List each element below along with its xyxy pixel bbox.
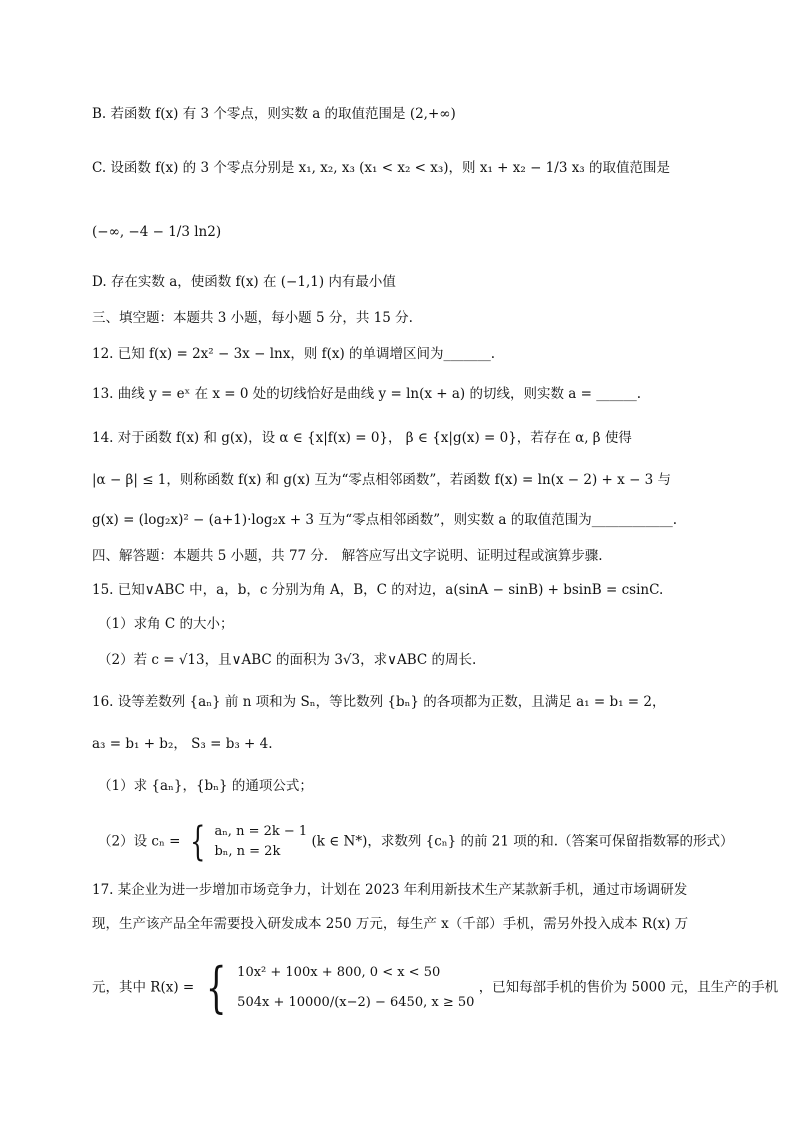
question-17-line3 <box>92 958 778 1018</box>
option-c-line2: (−∞, −4 − 1/3 ln2) <box>92 224 222 240</box>
option-b: B. 若函数 f(x) 有 3 个零点，则实数 a 的取值范围是 (2,+∞) <box>92 106 456 122</box>
question-14-line3: g(x) = (log₂x)² − (a+1)·log₂x + 3 互为“零点相邻函数”，则实数 a 的取值范围为____________. <box>92 512 678 528</box>
left-brace: { <box>205 956 227 1019</box>
question-17-line1: 17. 某企业为进一步增加市场竞争力，计划在 2023 年利用新技术生产某款新手机，通过市场调研发 <box>92 882 688 898</box>
question-16-part2 <box>98 819 734 865</box>
q17-prefix: 元，其中 R(x) = <box>92 979 195 996</box>
question-15: 15. 已知∨ABC 中，a，b，c 分别为角 A，B，C 的对边，a(sinA − sinB) + bsinB = csinC. <box>92 582 664 598</box>
cost-case-1: 10x² + 100x + 800, 0 < x < 50 <box>237 965 441 980</box>
q17-suffix: ，已知每部手机的售价为 5000 元，且生产的手机 <box>478 979 779 996</box>
question-17-line2: 现，生产该产品全年需要投入研发成本 250 万元，每生产 x（千部）手机，需另外投入成本 R(x) 万 <box>92 916 689 932</box>
question-16-line2: a₃ = b₁ + b₂， S₃ = b₃ + 4. <box>92 736 273 752</box>
question-14-line2: |α − β| ≤ 1，则称函数 f(x) 和 g(x) 互为“零点相邻函数”，若函数 f(x) = ln(x − 2) + x − 3 与 <box>92 472 672 488</box>
question-13: 13. 曲线 y = eˣ 在 x = 0 处的切线恰好是曲线 y = ln(x + a) 的切线，则实数 a = ______. <box>92 386 641 402</box>
section-4-heading: 四、解答题：本题共 5 小题，共 77 分． 解答应写出文字说明、证明过程或演算步骤. <box>92 548 603 564</box>
left-brace: { <box>189 819 206 865</box>
option-c-line1: C. 设函数 f(x) 的 3 个零点分别是 x₁, x₂, x₃ (x₁ < x₂ < x₃)，则 x₁ + x₂ − 1/3 x₃ 的取值范围是 <box>92 160 671 176</box>
case-odd: aₙ, n = 2k − 1 <box>214 824 308 839</box>
piecewise-cases <box>214 822 307 862</box>
section-3-heading: 三、填空题：本题共 3 小题，每小题 5 分，共 15 分. <box>92 310 413 326</box>
piecewise-cost <box>237 958 474 1018</box>
question-16-part1: （1）求 {aₙ}，{bₙ} 的通项公式； <box>98 778 313 794</box>
q16-part2-suffix: (k ∈ N*)，求数列 {cₙ} 的前 21 项的和.（答案可保留指数幂的形式） <box>311 833 734 850</box>
question-16-line1: 16. 设等差数列 {aₙ} 前 n 项和为 Sₙ，等比数列 {bₙ} 的各项都为正数，且满足 a₁ = b₁ = 2， <box>92 694 666 710</box>
question-15-part2: （2）若 c = √13，且∨ABC 的面积为 3√3，求∨ABC 的周长. <box>98 652 477 668</box>
question-12: 12. 已知 f(x) = 2x² − 3x − lnx，则 f(x) 的单调增区间为_______. <box>92 346 496 362</box>
cost-case-2: 504x + 10000/(x−2) − 6450, x ≥ 50 <box>237 995 475 1010</box>
question-15-part1: （1）求角 C 的大小； <box>98 616 234 632</box>
option-d: D. 存在实数 a，使函数 f(x) 在 (−1,1) 内有最小值 <box>92 274 396 290</box>
q16-part2-prefix: （2）设 cₙ = <box>98 833 181 850</box>
question-14-line1: 14. 对于函数 f(x) 和 g(x)，设 α ∈ {x|f(x) = 0}， β ∈ {x|g(x) = 0}，若存在 α, β 使得 <box>92 430 632 446</box>
case-even: bₙ, n = 2k <box>214 844 281 859</box>
